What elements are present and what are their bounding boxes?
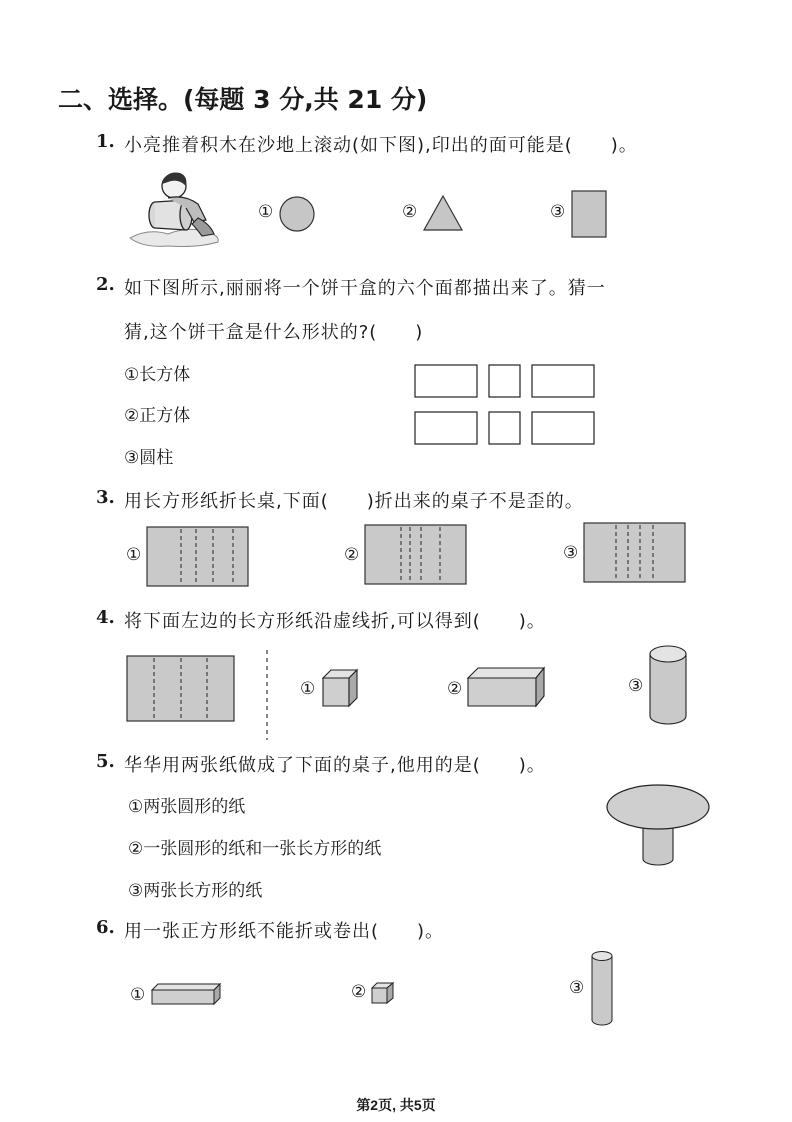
circle-shape-icon bbox=[278, 195, 316, 233]
q2-option-1: ①长方体 bbox=[124, 365, 191, 385]
q1-option-1-label: ① bbox=[258, 202, 274, 222]
rectangle-shape-icon bbox=[571, 190, 607, 238]
q6-option-2-label: ② bbox=[351, 982, 367, 1002]
long-prism-icon bbox=[150, 982, 222, 1006]
face-rect bbox=[532, 412, 594, 444]
q5-option-1: ①两张圆形的纸 bbox=[128, 797, 246, 817]
q6-option-3-label: ③ bbox=[569, 978, 585, 998]
q3-number: 3. bbox=[96, 487, 115, 508]
q6-option-1-label: ① bbox=[130, 985, 146, 1005]
cuboid-icon bbox=[466, 666, 546, 708]
q4-option-1-label: ① bbox=[300, 679, 316, 699]
q5-number: 5. bbox=[96, 751, 115, 772]
q3-option-2-label: ② bbox=[344, 545, 360, 565]
q1-text: 小亮推着积木在沙地上滚动(如下图),印出的面可能是( )。 bbox=[124, 135, 638, 156]
small-cube-icon bbox=[371, 982, 395, 1004]
cylinder-icon bbox=[648, 644, 688, 726]
q5-option-3: ③两张长方形的纸 bbox=[128, 881, 263, 901]
face-rect bbox=[415, 412, 477, 444]
q4-text: 将下面左边的长方形纸沿虚线折,可以得到( )。 bbox=[124, 611, 546, 632]
q2-option-2: ②正方体 bbox=[124, 406, 191, 426]
six-faces-diagram bbox=[412, 362, 598, 448]
face-square bbox=[489, 365, 520, 397]
q1-option-2-label: ② bbox=[402, 202, 418, 222]
q2-number: 2. bbox=[96, 274, 115, 295]
face-square bbox=[489, 412, 520, 444]
q3-text: 用长方形纸折长桌,下面( )折出来的桌子不是歪的。 bbox=[124, 491, 584, 512]
q6-text: 用一张正方形纸不能折或卷出( )。 bbox=[124, 921, 445, 942]
q2-text-line1: 如下图所示,丽丽将一个饼干盒的六个面都描出来了。猜一 bbox=[124, 278, 606, 299]
face-rect bbox=[532, 365, 594, 397]
q3-option-1-label: ① bbox=[126, 545, 142, 565]
triangle-shape-icon bbox=[422, 194, 464, 232]
q1-option-3-label: ③ bbox=[550, 202, 566, 222]
q1-number: 1. bbox=[96, 131, 115, 152]
cube-icon bbox=[321, 668, 361, 708]
round-table-illustration bbox=[605, 783, 711, 867]
section-title: 二、选择。(每题 3 分,共 21 分) bbox=[58, 85, 428, 114]
q3-option-3-label: ③ bbox=[563, 543, 579, 563]
boy-rolling-block-illustration bbox=[128, 168, 223, 250]
face-rect bbox=[415, 365, 477, 397]
q4-option-2-label: ② bbox=[447, 679, 463, 699]
divider-dashed-line bbox=[265, 650, 269, 740]
folded-paper-option-1 bbox=[146, 526, 250, 588]
q2-option-3: ③圆柱 bbox=[124, 448, 174, 468]
q5-option-2: ②一张圆形的纸和一张长方形的纸 bbox=[128, 839, 382, 859]
paper-with-fold-lines bbox=[126, 655, 236, 723]
folded-paper-option-3 bbox=[583, 522, 687, 584]
folded-paper-option-2 bbox=[364, 524, 468, 586]
q4-option-3-label: ③ bbox=[628, 676, 644, 696]
q6-number: 6. bbox=[96, 917, 115, 938]
q4-number: 4. bbox=[96, 607, 115, 628]
q5-text: 华华用两张纸做成了下面的桌子,他用的是( )。 bbox=[124, 755, 546, 776]
q2-text-line2: 猜,这个饼干盒是什么形状的?( ) bbox=[124, 322, 424, 343]
page-footer: 第2页, 共5页 bbox=[356, 1097, 436, 1113]
tall-cylinder-icon bbox=[590, 950, 614, 1028]
